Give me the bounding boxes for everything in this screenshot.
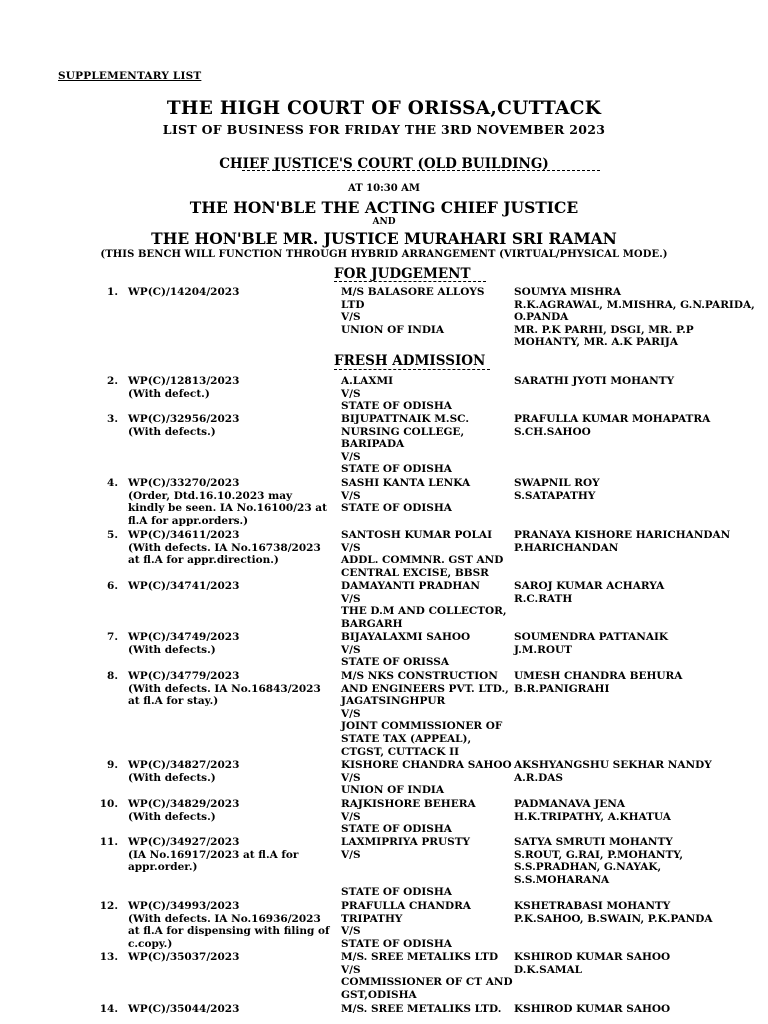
advocate-names-line: SAROJ KUMAR ACHARYA (514, 580, 665, 592)
party-names-line: M/S NKS CONSTRUCTION (341, 670, 498, 682)
party-names-line: SANTOSH KUMAR POLAI (341, 529, 492, 541)
case-number (128, 1003, 338, 1016)
judge-two: THE HON'BLE MR. JUSTICE MURAHARI SRI RAMAN (151, 229, 617, 248)
party-names-line: V/S (341, 592, 361, 605)
serial-number-line: 2. (107, 375, 118, 387)
advocate-names-line: H.K.TRIPATHY, A.KHATUA (514, 810, 671, 823)
case-number-line: at fl.A for appr.direction.) (128, 554, 279, 567)
advocate-names-line: SWAPNIL ROY (514, 477, 600, 489)
party-names-line: LTD (341, 298, 365, 311)
advocate-names-line: R.C.RATH (514, 592, 573, 605)
judge-conjunction: AND (372, 217, 396, 227)
party-names-line: BARGARH (341, 617, 403, 630)
case-number (128, 836, 338, 874)
case-number-line: WP(C)/34927/2023 (128, 836, 240, 848)
advocate-names-line: UMESH CHANDRA BEHURA (514, 670, 683, 682)
serial-number (96, 529, 118, 542)
serial-number-line: 6. (107, 580, 118, 592)
advocate-names (514, 286, 764, 349)
party-names-line: STATE OF ODISHA (341, 823, 452, 836)
party-names-line: TRIPATHY (341, 912, 403, 925)
advocate-names (514, 477, 764, 502)
advocate-names-line: PRAFULLA KUMAR MOHAPATRA (514, 413, 711, 425)
party-names-line: V/S (341, 643, 361, 656)
advocate-names-line: KSHIROD KUMAR SAHOO (514, 1003, 671, 1015)
party-names-line: V/S (341, 963, 361, 976)
serial-number-line: 9. (107, 759, 118, 771)
party-names (341, 286, 516, 336)
party-names-line: RAJKISHORE BEHERA (341, 798, 476, 810)
supplementary-list-label: SUPPLEMENTARY LIST (58, 70, 202, 82)
advocate-names (514, 580, 764, 605)
case-number (128, 413, 338, 438)
party-names-line: DAMAYANTI PRADHAN (341, 580, 480, 592)
party-names-line: UNION OF INDIA (341, 784, 444, 797)
party-names-line: THE D.M AND COLLECTOR, (341, 605, 507, 618)
party-names-line: BIJUPATTNAIK M.SC. (341, 413, 469, 425)
case-number-line: WP(C)/34611/2023 (128, 529, 240, 541)
party-names-line: V/S (341, 311, 361, 324)
serial-number (96, 836, 118, 849)
case-number-line: (Order, Dtd.16.10.2023 may (128, 489, 293, 502)
advocate-names-line: S.S.PRADHAN, G.NAYAK, (514, 861, 662, 874)
advocate-names-line: S.S.MOHARANA (514, 873, 610, 886)
case-number-line: (With defects. IA No.16738/2023 (128, 541, 321, 554)
party-names-line: STATE OF ORISSA (341, 656, 449, 669)
case-number (128, 951, 338, 964)
advocate-names (514, 529, 764, 554)
advocate-names (514, 375, 764, 388)
advocate-names (514, 631, 764, 656)
case-number (128, 375, 338, 400)
party-names (341, 413, 516, 476)
case-number (128, 631, 338, 656)
serial-number-line: 7. (107, 631, 118, 643)
party-names-line: UNION OF INDIA (341, 323, 444, 336)
case-number-line: at fl.A for stay.) (128, 695, 219, 708)
advocate-names-line: D.K.SAMAL (514, 963, 583, 976)
party-names-line: JAGATSINGHPUR (341, 695, 446, 708)
party-names-line: STATE OF ODISHA (341, 400, 452, 413)
case-number (128, 759, 338, 784)
party-names-line: LAXMIPRIYA PRUSTY (341, 836, 471, 848)
party-names-line: JOINT COMMISSIONER OF (341, 720, 503, 733)
party-names-line: ADDL. COMMNR. GST AND (341, 554, 504, 567)
advocate-names-line: R.K.AGRAWAL, M.MISHRA, G.N.PARIDA, (514, 298, 755, 311)
serial-number (96, 631, 118, 644)
case-number-line: WP(C)/34829/2023 (128, 798, 240, 810)
advocate-names (514, 836, 764, 886)
section-heading-judgement: FOR JUDGEMENT (334, 266, 471, 282)
case-number-line: WP(C)/34779/2023 (128, 670, 240, 682)
case-number-line: (With defects. IA No.16936/2023 (128, 912, 321, 925)
advocate-names-line: MR. P.K PARHI, DSGI, MR. P.P (514, 323, 694, 336)
serial-number (96, 759, 118, 772)
party-names-line: COMMISSIONER OF CT AND (341, 976, 513, 989)
advocate-names-line: B.R.PANIGRAHI (514, 682, 610, 695)
list-of-business-date: LIST OF BUSINESS FOR FRIDAY THE 3RD NOVEMBER 2023 (162, 122, 606, 137)
party-names-line: V/S (341, 707, 361, 720)
party-names-line: NURSING COLLEGE, (341, 425, 465, 438)
case-number-line: (With defects.) (128, 643, 216, 656)
advocate-names (514, 759, 764, 784)
serial-number (96, 1003, 118, 1016)
party-names-line: STATE OF ODISHA (341, 463, 452, 476)
court-room-heading: CHIEF JUSTICE'S COURT (OLD BUILDING) (219, 156, 549, 172)
case-number-line: (With defect.) (128, 387, 210, 400)
case-number (128, 477, 338, 527)
case-number (128, 798, 338, 823)
party-names-line: STATE TAX (APPEAL), (341, 732, 472, 745)
party-names-line: V/S (341, 925, 361, 938)
serial-number-line: 3. (107, 413, 118, 425)
advocate-names-line: P.K.SAHOO, B.SWAIN, P.K.PANDA (514, 912, 713, 925)
party-names-line (341, 861, 516, 874)
party-names (341, 375, 516, 413)
serial-number (96, 580, 118, 593)
party-names-line: V/S (341, 387, 361, 400)
party-names (341, 477, 516, 515)
advocate-names-line: PADMANAVA JENA (514, 798, 625, 810)
party-names-line: STATE OF ODISHA (341, 502, 452, 515)
serial-number-line: 4. (107, 477, 118, 489)
party-names-line: SASHI KANTA LENKA (341, 477, 471, 489)
party-names (341, 529, 516, 579)
advocate-names-line: MOHANTY, MR. A.K PARIJA (514, 336, 678, 349)
advocate-names-line: KSHIROD KUMAR SAHOO (514, 951, 671, 963)
case-number-line: WP(C)/33270/2023 (128, 477, 240, 489)
advocate-names-line: SOUMENDRA PATTANAIK (514, 631, 669, 643)
party-names (341, 1003, 516, 1016)
party-names-line: CENTRAL EXCISE, BBSR (341, 566, 489, 579)
case-number-line: (With defects.) (128, 425, 216, 438)
bench-note: (THIS BENCH WILL FUNCTION THROUGH HYBRID ARRANGEMENT (VIRTUAL/PHYSICAL MODE.) (100, 249, 668, 260)
case-number-line: (With defects.) (128, 810, 216, 823)
case-number-line: WP(C)/35044/2023 (128, 1003, 240, 1015)
case-number-line: (With defects. IA No.16843/2023 (128, 682, 321, 695)
case-number-line: (With defects.) (128, 771, 216, 784)
advocate-names-line: PRANAYA KISHORE HARICHANDAN (514, 529, 731, 541)
serial-number (96, 798, 118, 811)
dashed-divider (334, 281, 486, 282)
party-names-line: STATE OF ODISHA (341, 937, 452, 950)
party-names-line: AND ENGINEERS PVT. LTD., (341, 682, 509, 695)
party-names-line: CTGST, CUTTACK II (341, 745, 459, 758)
party-names-line: PRAFULLA CHANDRA (341, 900, 471, 912)
party-names-line: V/S (341, 848, 361, 861)
advocate-names (514, 413, 764, 438)
dashed-divider (334, 369, 490, 370)
case-number-line: WP(C)/34827/2023 (128, 759, 240, 771)
party-names (341, 670, 516, 758)
case-number-line: WP(C)/14204/2023 (128, 286, 240, 298)
case-number (128, 900, 338, 950)
serial-number (96, 477, 118, 490)
serial-number (96, 951, 118, 964)
advocate-names (514, 670, 764, 695)
party-names (341, 798, 516, 836)
party-names-line: KISHORE CHANDRA SAHOO (341, 759, 512, 771)
party-names-line: BIJAYALAXMI SAHOO (341, 631, 471, 643)
advocate-names-line: O.PANDA (514, 311, 569, 324)
case-number-line: (IA No.16917/2023 at fl.A for (128, 848, 299, 861)
advocate-names-line: AKSHYANGSHU SEKHAR NANDY (514, 759, 712, 771)
case-number-line: c.copy.) (128, 937, 173, 950)
serial-number-line: 10. (99, 798, 118, 810)
advocate-names-line: KSHETRABASI MOHANTY (514, 900, 671, 912)
case-number (128, 286, 338, 299)
serial-number (96, 375, 118, 388)
case-number (128, 529, 338, 567)
party-names-line: V/S (341, 489, 361, 502)
party-names-line: V/S (341, 771, 361, 784)
party-names (341, 580, 516, 630)
judge-one: THE HON'BLE THE ACTING CHIEF JUSTICE (189, 198, 579, 217)
advocate-names-line: A.R.DAS (514, 771, 564, 784)
case-number-line: WP(C)/34993/2023 (128, 900, 240, 912)
advocate-names (514, 798, 764, 823)
case-number-line: fl.A for appr.orders.) (128, 514, 249, 527)
party-names-line: BARIPADA (341, 438, 405, 451)
advocate-names (514, 951, 764, 976)
party-names-line: V/S (341, 450, 361, 463)
court-name-title: THE HIGH COURT OF ORISSA,CUTTACK (166, 98, 602, 119)
case-number-line: WP(C)/35037/2023 (128, 951, 240, 963)
party-names-line: A.LAXMI (341, 375, 394, 387)
party-names-line: M/S. SREE METALIKS LTD (341, 951, 499, 963)
serial-number (96, 286, 118, 299)
party-names (341, 631, 516, 669)
party-names-line: V/S (341, 810, 361, 823)
advocate-names-line: S.CH.SAHOO (514, 425, 591, 438)
party-names (341, 900, 516, 950)
serial-number-line: 12. (99, 900, 118, 912)
party-names (341, 836, 516, 899)
case-number-line: WP(C)/32956/2023 (128, 413, 240, 425)
case-number-line: WP(C)/12813/2023 (128, 375, 240, 387)
serial-number (96, 900, 118, 913)
sitting-time: AT 10:30 AM (348, 183, 420, 194)
advocate-names (514, 900, 764, 925)
party-names-line: M/S BALASORE ALLOYS (341, 286, 485, 298)
case-number (128, 670, 338, 708)
party-names-line: M/S. SREE METALIKS LTD. (341, 1003, 502, 1015)
advocate-names (514, 1003, 764, 1016)
advocate-names-line: J.M.ROUT (514, 643, 572, 656)
serial-number-line: 14. (99, 1003, 118, 1015)
advocate-names-line: S.SATAPATHY (514, 489, 596, 502)
case-number-line: WP(C)/34741/2023 (128, 580, 240, 592)
advocate-names-line: SARATHI JYOTI MOHANTY (514, 375, 675, 387)
case-number-line: at fl.A for dispensing with filing of (128, 925, 330, 938)
case-number-line: appr.order.) (128, 861, 198, 874)
case-number (128, 580, 338, 593)
advocate-names-line: SATYA SMRUTI MOHANTY (514, 836, 673, 848)
party-names-line: STATE OF ODISHA (341, 886, 452, 899)
advocate-names-line: P.HARICHANDAN (514, 541, 619, 554)
serial-number-line: 5. (107, 529, 118, 541)
dashed-divider (242, 170, 600, 171)
advocate-names-line: S.ROUT, G.RAI, P.MOHANTY, (514, 848, 684, 861)
serial-number-line: 13. (99, 951, 118, 963)
section-heading-fresh-admission: FRESH ADMISSION (334, 353, 486, 369)
party-names-line: GST,ODISHA (341, 988, 417, 1001)
case-number-line: kindly be seen. IA No.16100/23 at (128, 502, 327, 515)
serial-number-line: 1. (107, 286, 118, 298)
party-names-line (341, 874, 516, 887)
serial-number (96, 670, 118, 683)
party-names (341, 951, 516, 1001)
serial-number-line: 11. (99, 836, 118, 848)
party-names-line: V/S (341, 541, 361, 554)
case-number-line: WP(C)/34749/2023 (128, 631, 240, 643)
serial-number-line: 8. (107, 670, 118, 682)
serial-number (96, 413, 118, 426)
party-names (341, 759, 516, 797)
advocate-names-line: SOUMYA MISHRA (514, 286, 622, 298)
